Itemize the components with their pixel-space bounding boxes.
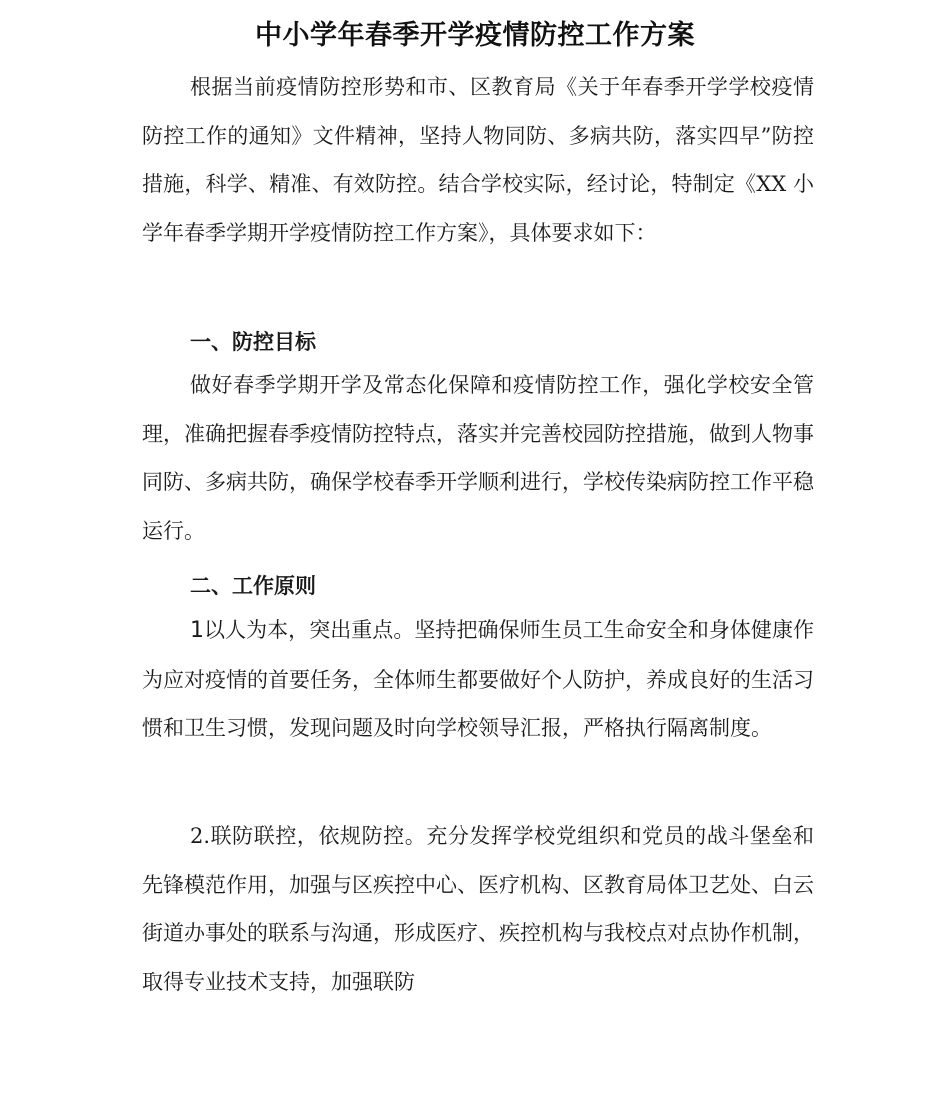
principle-item-1 bbox=[142, 606, 814, 753]
document-title: 中小学年春季开学疫情防控工作方案 bbox=[255, 20, 695, 51]
principle-item-1-text: 以人为本，突出重点。坚持把确保师生员工生命安全和身体健康作为应对疫情的首要任务，全体师生都要做好个人防护，养成良好的生活习惯和卫生习惯，发现问题及时向学校领导汇报，严格执行隔离制度。 bbox=[142, 618, 814, 740]
principle-item-2-number: 2. bbox=[190, 824, 211, 848]
section-heading-goals: 一、防控目标 bbox=[190, 329, 316, 354]
goals-paragraph: 做好春季学期开学及常态化保障和疫情防控工作，强化学校安全管理，准确把握春季疫情防控特点，落实并完善校园防控措施，做到人物事同防、多病共防，确保学校春季开学顺利进行，学校传染病防控工作平稳运行。 bbox=[142, 373, 814, 543]
principle-item-1-number: 1 bbox=[190, 618, 204, 643]
principle-item-2-text: 联防联控，依规防控。充分发挥学校党组织和党员的战斗堡垒和先锋模范作用，加强与区疾控中心、医疗机构、区教育局体卫艺处、白云街道办事处的联系与沟通，形成医疗、疾控机构与我校点对点协作机制，取得专业技术支持，加强联防 bbox=[142, 824, 814, 994]
section-heading-principles: 二、工作原则 bbox=[190, 573, 316, 598]
intro-paragraph: 根据当前疫情防控形势和市、区教育局《关于年春季开学学校疫情防控工作的通知》文件精神，坚持人物同防、多病共防，落实四早”防控措施，科学、精准、有效防控。结合学校实际，经讨论，特制定《XX 小学年春季学期开学疫情防控工作方案》，具体要求如下： bbox=[142, 75, 814, 245]
principle-item-2 bbox=[142, 812, 814, 1006]
